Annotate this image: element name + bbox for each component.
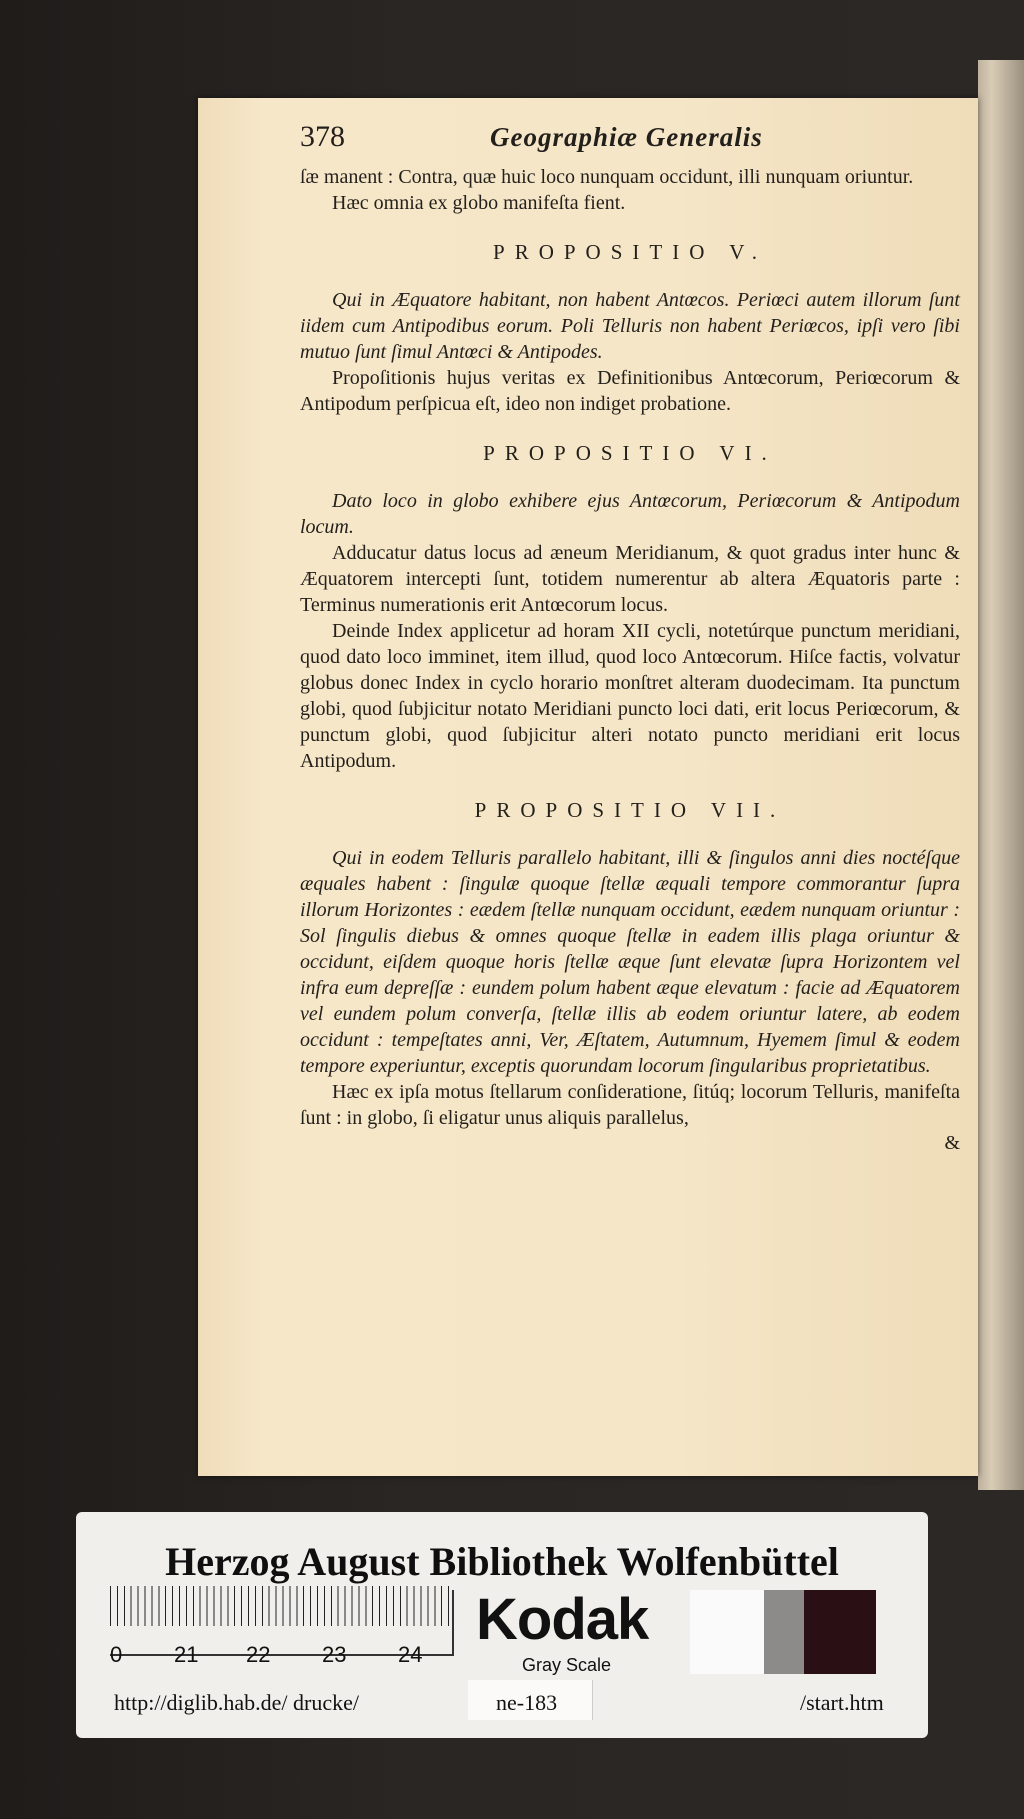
proposition-heading: PROPOSITIO VII. <box>474 798 786 822</box>
running-head <box>300 120 960 164</box>
color-calibration-card <box>76 1512 928 1738</box>
shelfmark: ne-183 <box>496 1690 558 1715</box>
ruler-label: 24 <box>398 1642 423 1667</box>
paragraph: Hæc omnia ex globo manifeſta fient. <box>332 192 626 214</box>
paragraph: Deinde Index applicetur ad horam XII cycli, notetúrque punctum meridiani, quod dato loco imminet, item illud, quod loco Antœcorum. Hiſce factis, volvatur globus donec Index in cyclo horario monſtret alteram duodecimam. Ita punctum globi, quod ſubjicitur notato Meridiani puncto loci dati, erit locus Periœcorum, & punctum globi, quod ſubjicitur alteri notato puncto meridiani erit locus Antipodum. <box>300 620 960 772</box>
proposition-statement: Qui in Æquatore habitant, non habent Antœcos. Periœci autem illorum ſunt iidem cum Antipodibus eorum. Poli Telluris non habent Periœcos, ipſi vero ſibi mutuo ſunt ſimul Antœci & Antipodes. <box>300 289 960 363</box>
black-swatch <box>804 1590 876 1674</box>
kodak-logo: Kodak <box>476 1587 649 1652</box>
proposition-heading: PROPOSITIO V. <box>493 240 767 264</box>
paragraph: Adducatur datus locus ad æneum Meridianum, & quot gradus inter hunc & Æquatorem intercepti ſunt, totidem numerentur ab altera Æquatoris parte : Terminus numerationis erit Antœcorum locus. <box>300 542 960 616</box>
catchword: & <box>944 1132 960 1154</box>
proposition-heading: PROPOSITIO VI. <box>483 441 777 465</box>
paragraph: Hæc ex ipſa motus ſtellarum conſideratione, ſitúq; locorum Telluris, manifeſta ſunt : in globo, ſi eligatur unus aliquis parallelus, <box>300 1081 960 1129</box>
library-name: Herzog August Bibliothek Wolfenbüttel <box>165 1539 839 1584</box>
proposition-statement: Dato loco in globo exhibere ejus Antœcorum, Periœcorum & Antipodum locum. <box>300 490 960 538</box>
ruler-label: 21 <box>174 1642 199 1667</box>
next-page-edge <box>978 60 1024 1490</box>
page-number: 378 <box>300 120 345 153</box>
paragraph: ſæ manent : Contra, quæ huic loco nunquam occidunt, illi nunquam oriuntur. <box>300 166 914 188</box>
proposition-statement: Qui in eodem Telluris parallelo habitant, illi & ſingulos anni dies noctéſque æquales habent : ſingulæ quoque ſtellæ æquali tempore commorantur ſupra illorum Horizontes : eædem ſtellæ nunquam occidunt, eædem nunquam oriuntur : Sol ſingulis diebus & omnes quoque ſtellæ in eadem illis plaga oriuntur & occidunt, eiſdem quoque horis ſtellæ æque ſunt elevatæ ſupra Horizontem vel infra eum depreſſæ : eundem polum habent æque elevatum : facie ad Æquatorem vel eundem polum converſa, ſtellæ illis ab eodem oriuntur latere, ab eodem occidunt : tempeſtates anni, Ver, Æſtatem, Autumnum, Hyemem ſimul & eodem tempore experiuntur, exceptis quorundam locorum ſingularibus proprietatibus. <box>300 847 960 1077</box>
gray-swatch <box>764 1590 804 1674</box>
paragraph: Propoſitionis hujus veritas ex Definitionibus Antœcorum, Periœcorum & Antipodum perſpicua eſt, ideo non indiget probatione. <box>300 367 960 415</box>
page-text <box>300 120 960 1155</box>
url-left: http://diglib.hab.de/ drucke/ <box>114 1690 360 1715</box>
gray-scale-label: Gray Scale <box>522 1655 612 1675</box>
ruler-label: 23 <box>322 1642 347 1667</box>
url-right: /start.htm <box>800 1690 884 1715</box>
ruler-label: 0 <box>110 1642 123 1667</box>
ruler-label: 22 <box>246 1642 271 1667</box>
running-title: Geographiæ Generalis <box>490 122 763 152</box>
white-swatch <box>690 1590 764 1674</box>
